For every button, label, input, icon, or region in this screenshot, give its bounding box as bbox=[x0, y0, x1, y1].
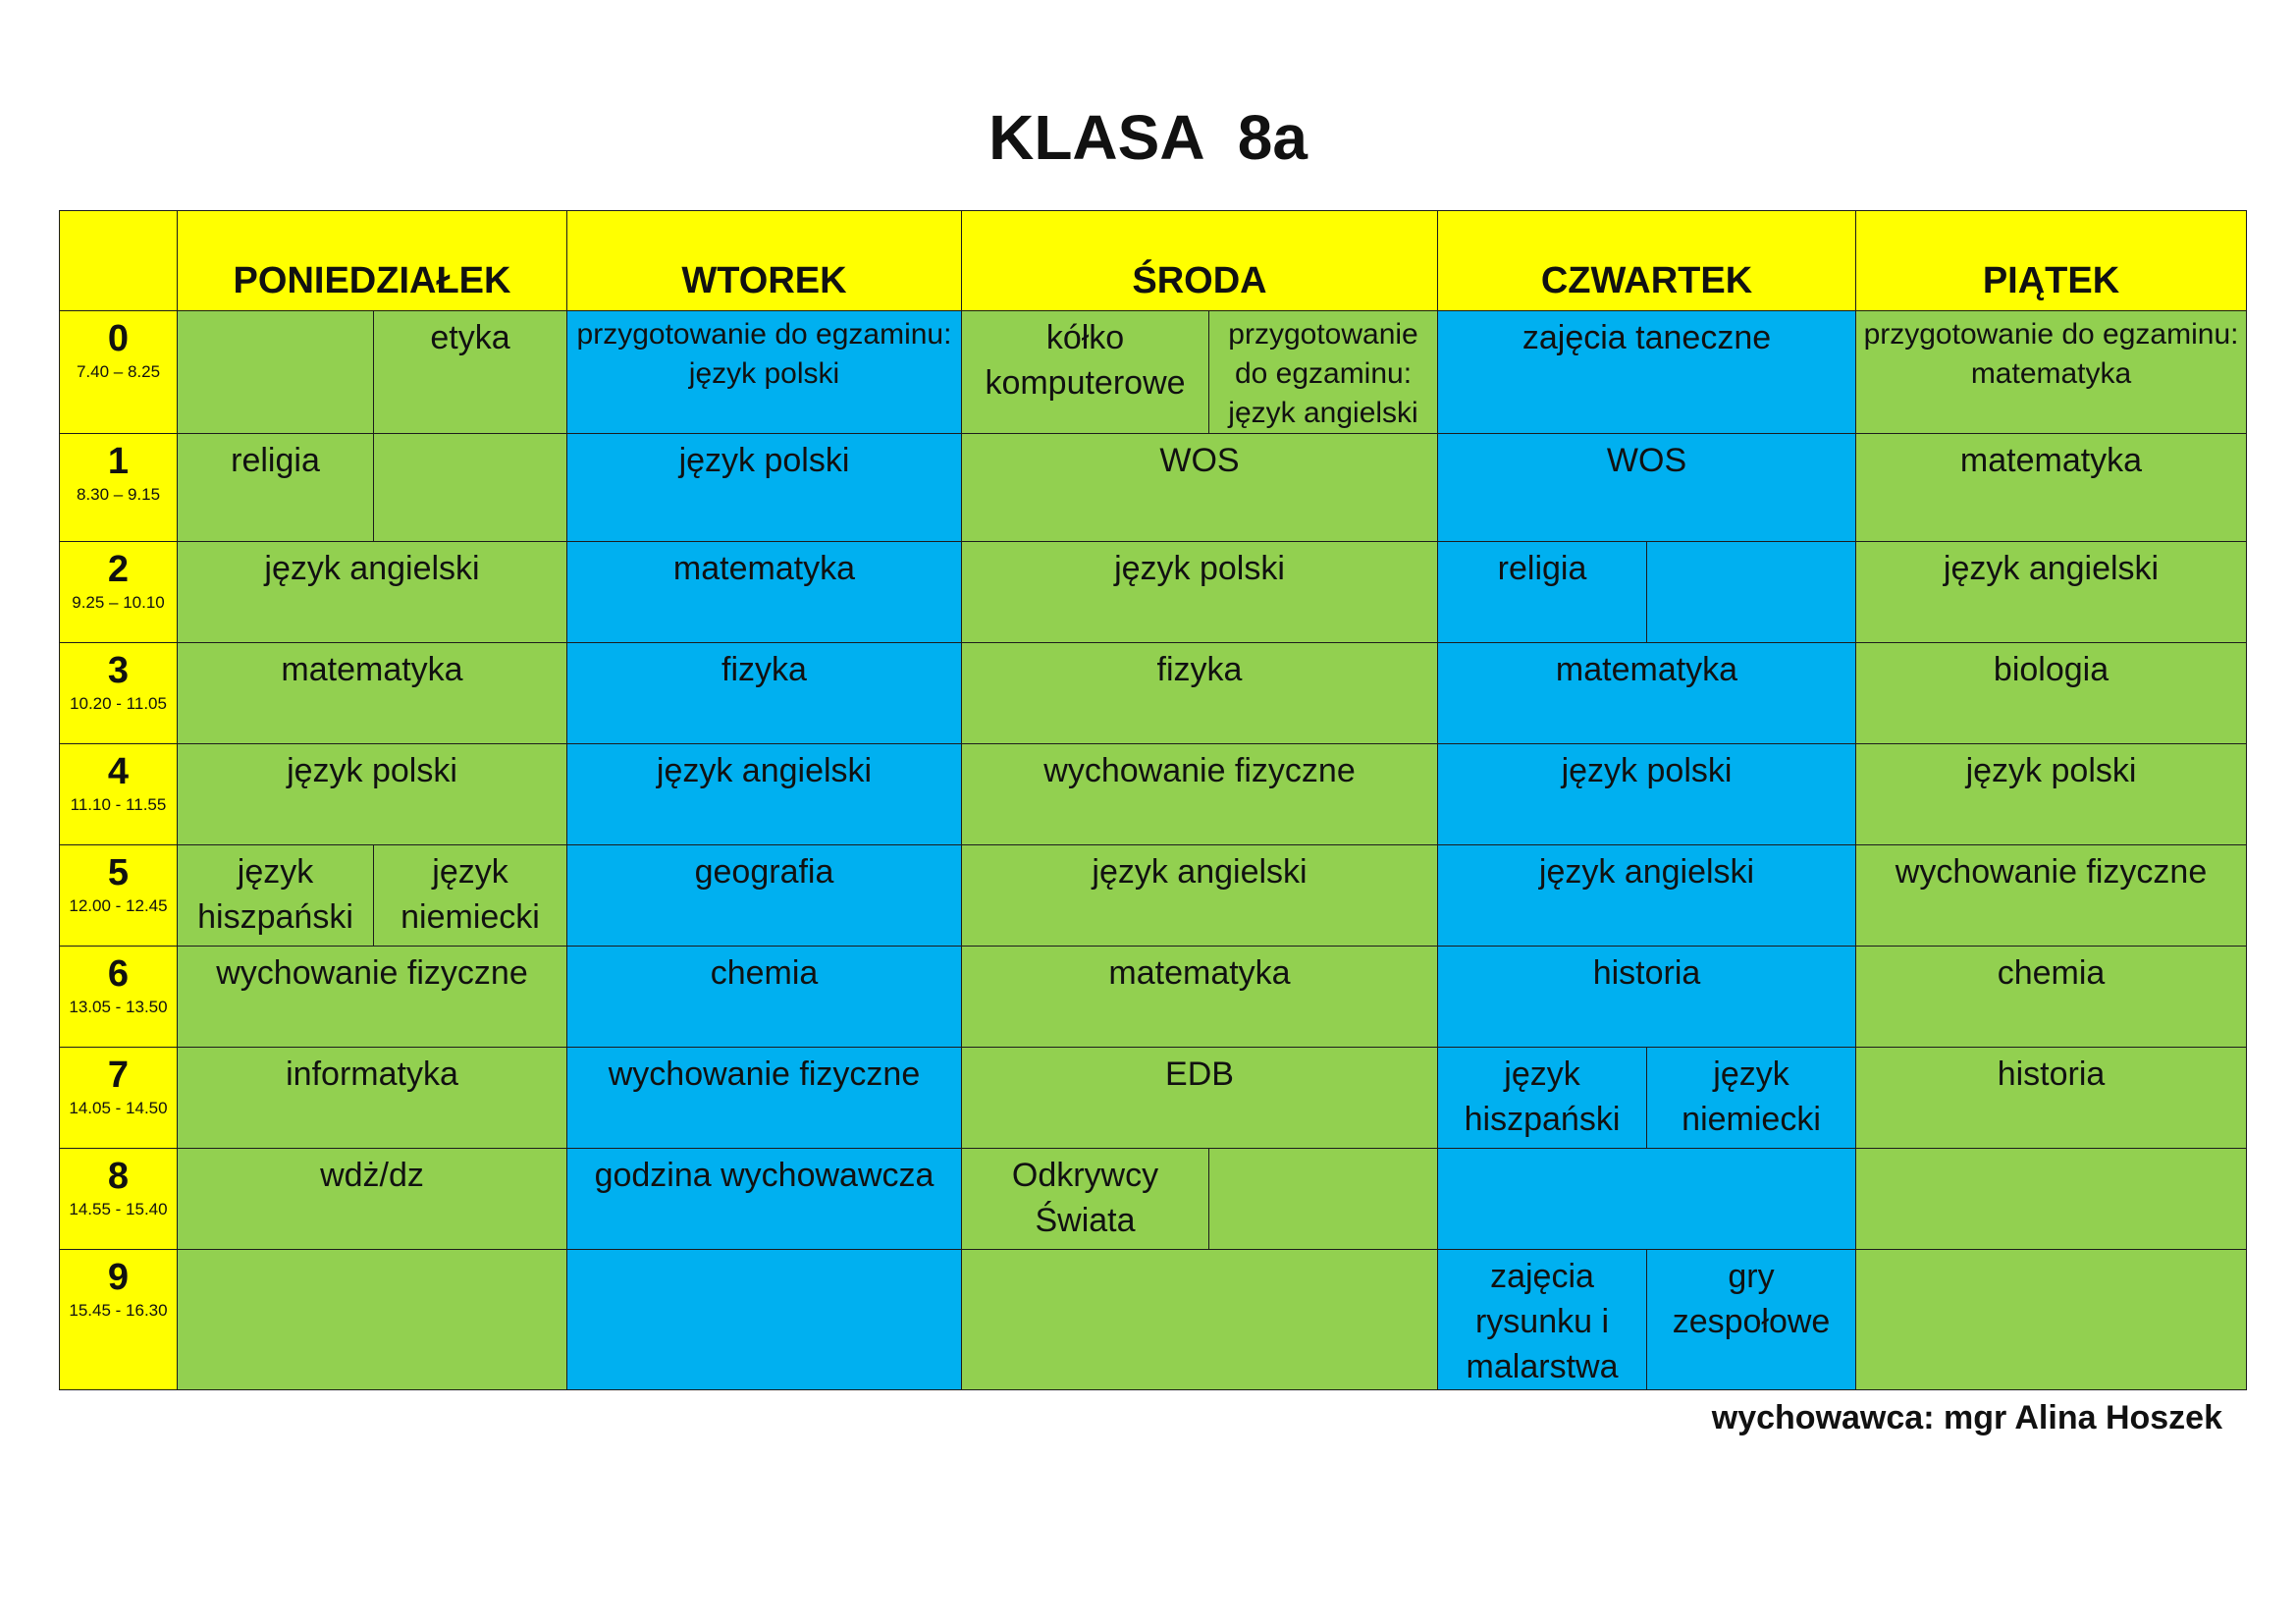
schedule-cell: przygotowanie do egzaminu: matematyka bbox=[1856, 311, 2247, 434]
lesson-number-cell bbox=[60, 643, 178, 744]
schedule-cell: język angielski bbox=[178, 542, 567, 643]
lesson-row bbox=[60, 744, 2247, 845]
schedule-cell: matematyka bbox=[1438, 643, 1856, 744]
schedule-cell: język angielski bbox=[962, 845, 1438, 947]
schedule-cell: WOS bbox=[1438, 434, 1856, 542]
schedule-cell: język angielski bbox=[1438, 845, 1856, 947]
lesson-number-cell bbox=[60, 434, 178, 542]
lesson-row bbox=[60, 1250, 2247, 1390]
schedule-cell bbox=[178, 311, 374, 434]
lesson-number: 0 bbox=[107, 318, 130, 359]
schedule-cell: wychowanie fizyczne bbox=[178, 947, 567, 1048]
schedule-cell: matematyka bbox=[1856, 434, 2247, 542]
day-header-wednesday: ŚRODA bbox=[962, 211, 1438, 311]
schedule-cell: język polski bbox=[178, 744, 567, 845]
lesson-number-cell bbox=[60, 311, 178, 434]
lesson-time: 7.40 – 8.25 bbox=[76, 362, 161, 381]
lesson-time: 14.55 - 15.40 bbox=[69, 1200, 168, 1218]
timetable bbox=[59, 210, 2247, 1390]
schedule-cell bbox=[1438, 1149, 1856, 1250]
lesson-number-cell bbox=[60, 744, 178, 845]
schedule-cell: fizyka bbox=[567, 643, 962, 744]
schedule-cell: geografia bbox=[567, 845, 962, 947]
schedule-cell bbox=[1647, 542, 1856, 643]
schedule-cell: wychowanie fizyczne bbox=[567, 1048, 962, 1149]
schedule-cell: wdż/dz bbox=[178, 1149, 567, 1250]
schedule-cell: godzina wychowawcza bbox=[567, 1149, 962, 1250]
schedule-cell bbox=[1856, 1250, 2247, 1390]
schedule-cell: matematyka bbox=[178, 643, 567, 744]
lesson-row bbox=[60, 643, 2247, 744]
lesson-time: 9.25 – 10.10 bbox=[72, 593, 165, 612]
schedule-cell bbox=[567, 1250, 962, 1390]
schedule-cell: historia bbox=[1438, 947, 1856, 1048]
schedule-cell: język hiszpański bbox=[1438, 1048, 1647, 1149]
lesson-row bbox=[60, 845, 2247, 947]
schedule-cell: język angielski bbox=[567, 744, 962, 845]
page-title: KLASA 8a bbox=[988, 102, 1308, 173]
schedule-cell: chemia bbox=[567, 947, 962, 1048]
lesson-time: 8.30 – 9.15 bbox=[76, 485, 161, 504]
corner-cell bbox=[60, 211, 178, 311]
schedule-cell: Odkrywcy Świata bbox=[962, 1149, 1209, 1250]
schedule-cell: historia bbox=[1856, 1048, 2247, 1149]
schedule-cell: matematyka bbox=[567, 542, 962, 643]
schedule-cell: przygotowanie do egzaminu: język angielski bbox=[1209, 311, 1438, 434]
homeroom-teacher: wychowawca: mgr Alina Hoszek bbox=[1711, 1399, 2222, 1436]
schedule-cell: biologia bbox=[1856, 643, 2247, 744]
schedule-cell: religia bbox=[1438, 542, 1647, 643]
lesson-row bbox=[60, 434, 2247, 542]
schedule-cell bbox=[374, 434, 567, 542]
schedule-cell: gry zespołowe bbox=[1647, 1250, 1856, 1390]
lesson-number-cell bbox=[60, 1149, 178, 1250]
day-header-thursday: CZWARTEK bbox=[1438, 211, 1856, 311]
day-header-monday: PONIEDZIAŁEK bbox=[178, 211, 567, 311]
schedule-cell: chemia bbox=[1856, 947, 2247, 1048]
lesson-time: 14.05 - 14.50 bbox=[69, 1099, 168, 1117]
schedule-cell: język polski bbox=[1438, 744, 1856, 845]
schedule-cell: wychowanie fizyczne bbox=[1856, 845, 2247, 947]
schedule-cell bbox=[178, 1250, 567, 1390]
lesson-number-cell bbox=[60, 1048, 178, 1149]
lesson-number-cell bbox=[60, 1250, 178, 1390]
schedule-cell: religia bbox=[178, 434, 374, 542]
lesson-number-cell bbox=[60, 947, 178, 1048]
schedule-cell bbox=[1209, 1149, 1438, 1250]
day-header-friday: PIĄTEK bbox=[1856, 211, 2247, 311]
schedule-cell: język niemiecki bbox=[1647, 1048, 1856, 1149]
lesson-time: 13.05 - 13.50 bbox=[69, 998, 168, 1016]
lesson-number: 2 bbox=[107, 549, 130, 590]
lesson-number: 7 bbox=[107, 1055, 130, 1096]
schedule-cell: informatyka bbox=[178, 1048, 567, 1149]
schedule-cell: język niemiecki bbox=[374, 845, 567, 947]
lesson-number-cell bbox=[60, 542, 178, 643]
schedule-cell: język hiszpański bbox=[178, 845, 374, 947]
lesson-number: 4 bbox=[107, 751, 130, 792]
schedule-cell: EDB bbox=[962, 1048, 1438, 1149]
schedule-cell: zajęcia taneczne bbox=[1438, 311, 1856, 434]
lesson-number: 6 bbox=[107, 953, 130, 995]
schedule-cell: język polski bbox=[1856, 744, 2247, 845]
schedule-cell: kółko komputerowe bbox=[962, 311, 1209, 434]
header-row bbox=[60, 211, 2247, 311]
lesson-time: 10.20 - 11.05 bbox=[70, 694, 167, 713]
lesson-row bbox=[60, 947, 2247, 1048]
lesson-time: 11.10 - 11.55 bbox=[70, 795, 167, 814]
lesson-time: 15.45 - 16.30 bbox=[69, 1301, 168, 1320]
day-header-tuesday: WTOREK bbox=[567, 211, 962, 311]
schedule-cell: język polski bbox=[567, 434, 962, 542]
schedule-cell: przygotowanie do egzaminu: język polski bbox=[567, 311, 962, 434]
schedule-cell: matematyka bbox=[962, 947, 1438, 1048]
schedule-cell: zajęcia rysunku i malarstwa bbox=[1438, 1250, 1647, 1390]
lesson-number: 3 bbox=[107, 650, 130, 691]
lesson-number: 8 bbox=[107, 1156, 130, 1197]
schedule-cell: język polski bbox=[962, 542, 1438, 643]
lesson-row bbox=[60, 1149, 2247, 1250]
lesson-row bbox=[60, 311, 2247, 434]
schedule-cell bbox=[962, 1250, 1438, 1390]
lesson-time: 12.00 - 12.45 bbox=[69, 896, 168, 915]
lesson-number: 9 bbox=[107, 1257, 130, 1298]
lesson-number: 5 bbox=[107, 852, 130, 893]
lesson-row bbox=[60, 542, 2247, 643]
schedule-cell: język angielski bbox=[1856, 542, 2247, 643]
lesson-number: 1 bbox=[107, 441, 130, 482]
schedule-cell bbox=[1856, 1149, 2247, 1250]
schedule-cell: fizyka bbox=[962, 643, 1438, 744]
lesson-number-cell bbox=[60, 845, 178, 947]
schedule-cell: etyka bbox=[374, 311, 567, 434]
schedule-cell: WOS bbox=[962, 434, 1438, 542]
schedule-cell: wychowanie fizyczne bbox=[962, 744, 1438, 845]
lesson-row bbox=[60, 1048, 2247, 1149]
